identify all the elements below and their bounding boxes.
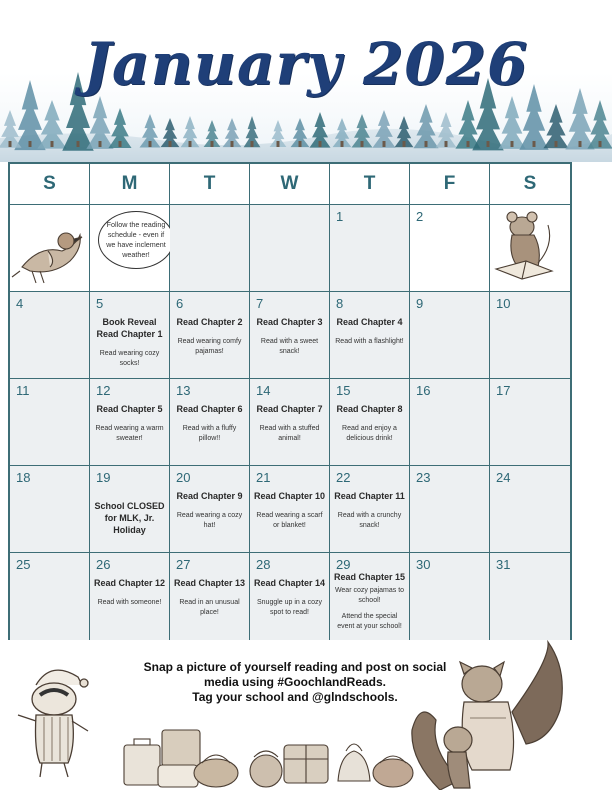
reading-assignment: Read Chapter 5: [96, 404, 163, 414]
day-cell: [170, 379, 250, 466]
day-number: 15: [336, 383, 351, 398]
reading-assignment: Read Chapter 14: [253, 578, 326, 588]
day-content: [333, 403, 406, 444]
pine-trunk: [383, 141, 386, 147]
day-cell: [90, 292, 170, 379]
day-number: 19: [96, 470, 111, 485]
mouse-reading-illustration: [482, 205, 560, 290]
pine-trunk: [533, 141, 536, 147]
day-cell: [250, 379, 330, 466]
pine-trunk: [149, 141, 152, 147]
day-number: 16: [416, 383, 431, 398]
pine-trunk: [99, 141, 102, 147]
day-cell: [410, 292, 490, 379]
day-cell: [330, 205, 410, 292]
reading-assignment: Read Chapter 7: [256, 404, 323, 414]
day-cell: [170, 466, 250, 553]
day-number: 20: [176, 470, 191, 485]
day-cell: [250, 466, 330, 553]
pine-trunk: [599, 141, 602, 147]
reading-activity: Read in an unusual place!: [179, 599, 240, 616]
calendar-grid: [8, 162, 572, 640]
day-cell: [410, 553, 490, 640]
day-cell: [490, 553, 570, 640]
pine-trunk: [119, 141, 122, 147]
day-number: 26: [96, 557, 111, 572]
week-row: [10, 205, 570, 292]
pine-trunk: [251, 141, 254, 147]
reading-activity: Read wearing cozy socks!: [99, 350, 160, 367]
reading-assignment: Read Chapter 9: [176, 491, 243, 501]
reading-activity: Read wearing a cozy hat!: [176, 512, 243, 529]
day-number: 18: [16, 470, 31, 485]
day-cell: [90, 379, 170, 466]
pine-trunk: [511, 141, 514, 147]
day-number: 17: [496, 383, 511, 398]
suitcases-illustration: [118, 715, 418, 790]
reading-activity: Read with a flashlight!: [335, 338, 404, 345]
day-number: 24: [496, 470, 511, 485]
day-cell: [410, 466, 490, 553]
day-content: [253, 490, 326, 531]
day-number: 27: [176, 557, 191, 572]
reading-assignment: Book Reveal Read Chapter 1: [96, 317, 163, 339]
day-content: [253, 577, 326, 618]
reading-assignment: Read Chapter 15: [333, 572, 406, 582]
day-content: [333, 490, 406, 531]
weekday-saturday: S: [490, 164, 570, 205]
weekday-sunday: S: [10, 164, 90, 205]
reading-activity: Read with a fluffy pillow!!: [182, 425, 237, 442]
day-number: 8: [336, 296, 344, 311]
weekday-monday: M: [90, 164, 170, 205]
day-content: [173, 577, 246, 618]
reading-assignment: Read Chapter 11: [334, 491, 405, 501]
reading-activity: Read with a crunchy snack!: [337, 512, 402, 529]
week-row: [10, 466, 570, 553]
day-cell: [490, 292, 570, 379]
day-number: 12: [96, 383, 111, 398]
day-content: [93, 577, 166, 608]
day-content: [93, 403, 166, 444]
day-cell: [170, 553, 250, 640]
day-number: 29: [336, 557, 351, 572]
pine-trunk: [445, 141, 448, 147]
day-cell: [90, 466, 170, 553]
day-cell: [90, 553, 170, 640]
reading-assignment: Read Chapter 8: [336, 404, 403, 414]
reading-assignment: Read Chapter 4: [336, 317, 403, 327]
reading-assignment: Read Chapter 3: [256, 317, 323, 327]
day-number: 23: [416, 470, 431, 485]
weekday-header-row: [10, 164, 570, 205]
reading-assignment: Read Chapter 10: [253, 491, 326, 501]
footer-line: Snap a picture of yourself reading and post on social: [143, 660, 447, 674]
day-number: 10: [496, 296, 511, 311]
bird-illustration: [10, 205, 88, 290]
day-number: 2: [416, 209, 424, 224]
day-number: 25: [16, 557, 31, 572]
day-cell: [10, 466, 90, 553]
pine-trunk: [9, 141, 12, 147]
day-content: [173, 316, 246, 357]
pine-trunk: [425, 141, 428, 147]
day-cell: [90, 205, 170, 292]
week-row: [10, 292, 570, 379]
badger-illustration: [6, 655, 106, 785]
pine-trunk: [211, 141, 214, 147]
day-cell: [330, 292, 410, 379]
pine-trunk: [299, 141, 302, 147]
day-number: 11: [16, 383, 30, 398]
day-cell: [170, 205, 250, 292]
reading-activity: Read wearing comfy pajamas!: [177, 338, 242, 355]
reading-assignment: Read Chapter 2: [176, 317, 243, 327]
pine-trunk: [403, 141, 406, 147]
week-row: [10, 379, 570, 466]
day-cell: [250, 553, 330, 640]
pine-trunk: [51, 141, 54, 147]
day-cell: [250, 292, 330, 379]
day-content: [333, 571, 406, 632]
pine-trunk: [487, 141, 490, 147]
day-number: 21: [256, 470, 271, 485]
pine-trunk: [231, 141, 234, 147]
pine-trunk: [319, 141, 322, 147]
reading-activity: Read and enjoy a delicious drink!: [342, 425, 397, 442]
pine-trunk: [169, 141, 172, 147]
day-cell: [10, 205, 90, 292]
day-number: 1: [336, 209, 344, 224]
pine-trunk: [29, 141, 32, 147]
footer-line: Tag your school and @glndschools.: [192, 690, 398, 704]
reading-assignment: Read Chapter 6: [176, 404, 243, 414]
chipmunks-illustration: [400, 640, 580, 790]
reading-assignment: Read Chapter 13: [173, 578, 246, 588]
day-content: [333, 316, 406, 347]
pine-tree: [498, 96, 525, 149]
reading-activity: Read with someone!: [97, 599, 162, 606]
day-number: 22: [336, 470, 351, 485]
week-row: [10, 553, 570, 640]
pine-trunk: [341, 141, 344, 147]
day-number: 9: [416, 296, 424, 311]
day-cell: [410, 379, 490, 466]
day-content: [173, 490, 246, 531]
day-number: 28: [256, 557, 271, 572]
speech-bubble: Follow the reading schedule - even if we have inclement weather!: [98, 211, 174, 269]
weekday-thursday: T: [330, 164, 410, 205]
day-number: 14: [256, 383, 271, 398]
pine-trunk: [467, 141, 470, 147]
day-number: 13: [176, 383, 191, 398]
pine-trunk: [189, 141, 192, 147]
reading-activity: Wear cozy pajamas to school!: [334, 587, 405, 604]
pine-trunk: [277, 141, 280, 147]
footer-line: media using #GoochlandReads.: [203, 675, 387, 689]
weekday-friday: F: [410, 164, 490, 205]
day-content: [93, 316, 166, 369]
calendar-header: [0, 0, 612, 162]
reading-assignment: Read Chapter 12: [93, 578, 166, 588]
reading-activity: Read with a sweet snack!: [260, 338, 319, 355]
reading-activity: Snuggle up in a cozy spot to read!: [257, 599, 322, 616]
pine-trunk: [77, 141, 80, 147]
day-number: 6: [176, 296, 184, 311]
reading-activity: Read wearing a scarf or blanket!: [256, 512, 323, 529]
weekday-tuesday: T: [170, 164, 250, 205]
day-cell: [170, 292, 250, 379]
day-cell: [490, 466, 570, 553]
day-cell: [490, 205, 570, 292]
day-number: 31: [496, 557, 511, 572]
pine-trunk: [555, 141, 558, 147]
day-number: 7: [256, 296, 264, 311]
day-content: [253, 403, 326, 444]
day-cell: [10, 379, 90, 466]
reading-assignment: School CLOSED for MLK, Jr. Holiday: [94, 501, 165, 535]
day-cell: [330, 553, 410, 640]
day-content: [173, 403, 246, 444]
pine-trunk: [361, 141, 364, 147]
reading-activity: Read wearing a warm sweater!: [95, 425, 164, 442]
day-cell: [10, 292, 90, 379]
day-cell: [10, 553, 90, 640]
weekday-wednesday: W: [250, 164, 330, 205]
day-number: 5: [96, 296, 104, 311]
day-number: 4: [16, 296, 24, 311]
day-number: 30: [416, 557, 431, 572]
day-content: [253, 316, 326, 357]
day-content: [93, 490, 166, 536]
day-cell: [330, 466, 410, 553]
calendar-title: January 2026: [83, 30, 529, 98]
day-cell: [490, 379, 570, 466]
pine-trunk: [579, 141, 582, 147]
day-cell: [250, 205, 330, 292]
special-event-note: Attend the special event at your school!: [337, 613, 402, 630]
day-cell: [330, 379, 410, 466]
reading-activity: Read with a stuffed animal!: [259, 425, 320, 442]
day-cell: [410, 205, 490, 292]
